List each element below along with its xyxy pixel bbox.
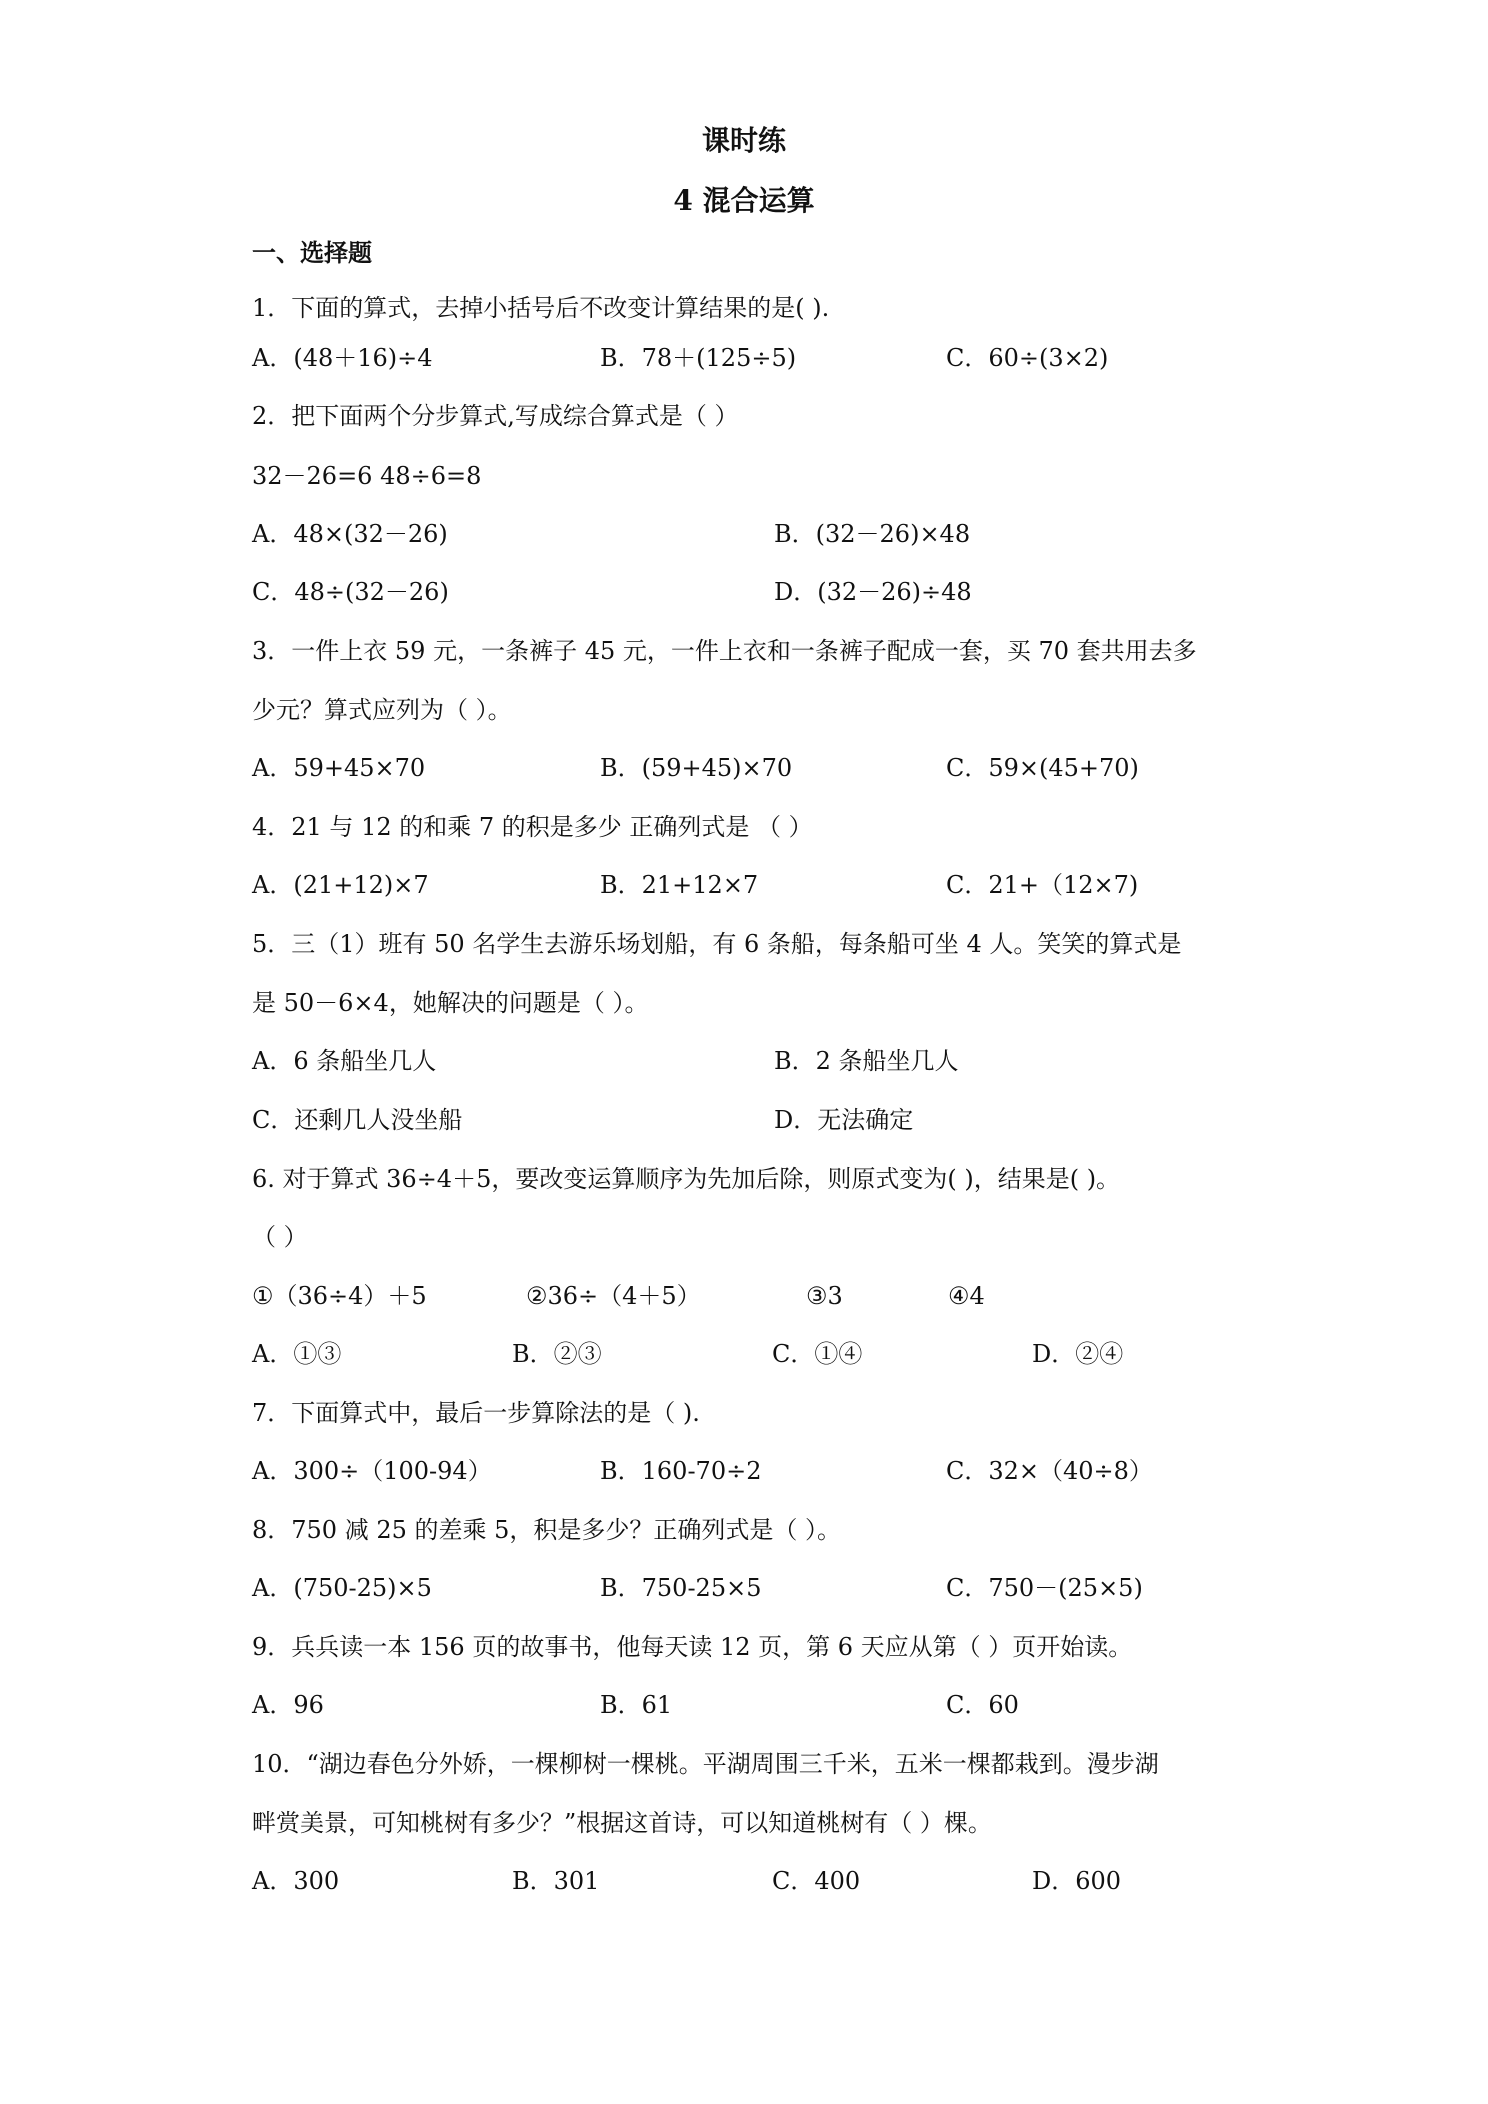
question-6-choice-4: ④4 bbox=[948, 1282, 985, 1310]
question-5-option-d: D．无法确定 bbox=[774, 1106, 914, 1134]
question-10-stem-line-2: 畔赏美景，可知桃树有多少？”根据这首诗，可以知道桃树有（ ）棵。 bbox=[252, 1809, 992, 1837]
question-6-choice-3: ③3 bbox=[806, 1282, 843, 1310]
question-9-option-c: C．60 bbox=[946, 1691, 1019, 1719]
question-6-option-b: B．②③ bbox=[512, 1340, 602, 1368]
question-3-stem-line-1: 3．一件上衣 59 元，一条裤子 45 元，一件上衣和一条裤子配成一套，买 70 套共用去多 bbox=[252, 637, 1197, 665]
page-subtitle: 4 混合运算 bbox=[673, 184, 815, 217]
question-6-option-a: A．①③ bbox=[252, 1340, 342, 1368]
question-1-option-b: B．78＋(125÷5) bbox=[600, 344, 797, 372]
question-2-stem: 2．把下面两个分步算式,写成综合算式是（ ） bbox=[252, 402, 739, 430]
section-heading: 一、选择题 bbox=[252, 238, 372, 267]
question-2-option-b: B．(32－26)×48 bbox=[774, 520, 971, 548]
question-5-option-b: B．2 条船坐几人 bbox=[774, 1047, 959, 1075]
question-6-choice-1: ①（36÷4）＋5 bbox=[252, 1282, 427, 1310]
question-6-option-c: C．①④ bbox=[772, 1340, 863, 1368]
question-9-option-b: B．61 bbox=[600, 1691, 673, 1719]
question-6-stem-line-1: 6. 对于算式 36÷4＋5，要改变运算顺序为先加后除，则原式变为( )，结果是( )。 bbox=[252, 1165, 1121, 1193]
question-6-stem-line-2: （ ） bbox=[252, 1223, 308, 1251]
question-5-stem-line-2: 是 50－6×4，她解决的问题是（ ）。 bbox=[252, 989, 649, 1017]
question-2-given: 32－26=6 48÷6=8 bbox=[252, 462, 482, 490]
question-9-option-a: A．96 bbox=[252, 1691, 324, 1719]
question-10-stem-line-1: 10．“湖边春色分外娇，一棵柳树一棵桃。平湖周围三千米，五米一棵都栽到。漫步湖 bbox=[252, 1750, 1159, 1778]
question-10-option-c: C．400 bbox=[772, 1867, 861, 1895]
question-2-option-d: D．(32－26)÷48 bbox=[774, 578, 972, 606]
page-title: 课时练 bbox=[701, 124, 786, 157]
question-9-stem: 9．兵兵读一本 156 页的故事书，他每天读 12 页，第 6 天应从第（ ）页开始读。 bbox=[252, 1633, 1133, 1661]
question-7-option-a: A．300÷（100-94） bbox=[252, 1457, 492, 1485]
question-7-option-c: C．32×（40÷8） bbox=[946, 1457, 1153, 1485]
question-5-option-a: A．6 条船坐几人 bbox=[252, 1047, 437, 1075]
question-1-option-a: A．(48＋16)÷4 bbox=[252, 344, 433, 372]
question-10-option-a: A．300 bbox=[252, 1867, 340, 1895]
question-4-stem: 4．21 与 12 的和乘 7 的积是多少 正确列式是 （ ） bbox=[252, 813, 813, 841]
question-5-option-c: C．还剩几人没坐船 bbox=[252, 1106, 463, 1134]
question-1-option-c: C．60÷(3×2) bbox=[946, 344, 1109, 372]
question-4-option-b: B．21+12×7 bbox=[600, 871, 759, 899]
question-4-option-c: C．21+（12×7) bbox=[946, 871, 1139, 899]
question-7-option-b: B．160-70÷2 bbox=[600, 1457, 762, 1485]
question-5-stem-line-1: 5．三（1）班有 50 名学生去游乐场划船，有 6 条船，每条船可坐 4 人。笑笑的算式是 bbox=[252, 930, 1182, 958]
question-3-stem-line-2: 少元？算式应列为（ ）。 bbox=[252, 696, 512, 724]
question-10-option-d: D．600 bbox=[1032, 1867, 1122, 1895]
question-3-option-a: A．59+45×70 bbox=[252, 754, 426, 782]
question-1-stem: 1．下面的算式，去掉小括号后不改变计算结果的是( ). bbox=[252, 294, 830, 322]
question-6-choice-2: ②36÷（4＋5） bbox=[526, 1282, 701, 1310]
question-4-option-a: A．(21+12)×7 bbox=[252, 871, 429, 899]
question-8-stem: 8．750 减 25 的差乘 5，积是多少？正确列式是（ ）。 bbox=[252, 1516, 842, 1544]
question-3-option-c: C．59×(45+70) bbox=[946, 754, 1139, 782]
question-6-option-d: D．②④ bbox=[1032, 1340, 1124, 1368]
question-8-option-c: C．750－(25×5) bbox=[946, 1574, 1143, 1602]
question-2-option-a: A．48×(32－26) bbox=[252, 520, 448, 548]
question-8-option-b: B．750-25×5 bbox=[600, 1574, 762, 1602]
question-8-option-a: A．(750-25)×5 bbox=[252, 1574, 432, 1602]
question-7-stem: 7．下面算式中，最后一步算除法的是（ ). bbox=[252, 1399, 700, 1427]
question-10-option-b: B．301 bbox=[512, 1867, 600, 1895]
question-3-option-b: B．(59+45)×70 bbox=[600, 754, 793, 782]
question-2-option-c: C．48÷(32－26) bbox=[252, 578, 449, 606]
